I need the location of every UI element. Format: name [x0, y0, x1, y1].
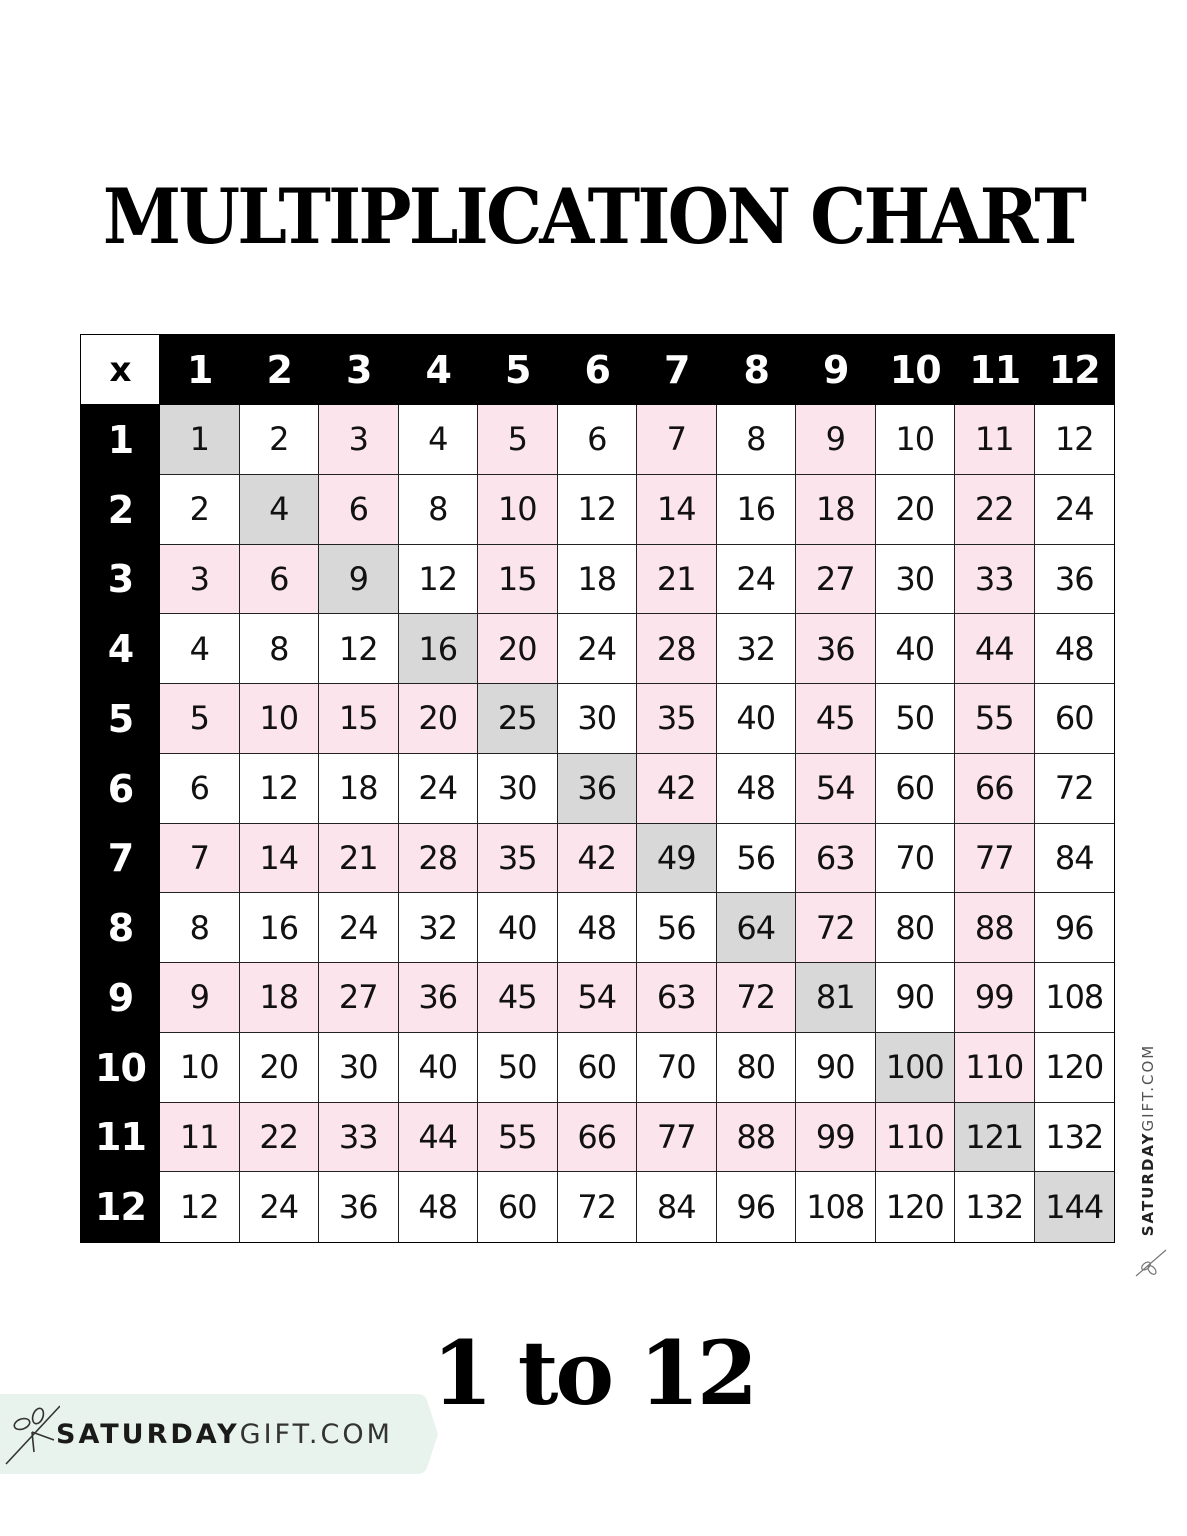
table-cell: 90 [796, 1033, 876, 1103]
table-cell: 9 [796, 405, 876, 475]
table-cell: 120 [876, 1172, 956, 1242]
table-cell: 72 [796, 893, 876, 963]
column-header: 5 [478, 335, 558, 405]
corner-cell: x [81, 335, 160, 405]
table-cell-square: 4 [240, 475, 320, 545]
table-cell: 24 [717, 545, 797, 615]
table-cell: 20 [399, 684, 479, 754]
table-cell: 55 [478, 1103, 558, 1173]
table-cell: 48 [717, 754, 797, 824]
table-cell: 48 [399, 1172, 479, 1242]
table-cell: 10 [876, 405, 956, 475]
table-cell: 3 [160, 545, 240, 615]
table-cell-square: 16 [399, 614, 479, 684]
table-cell-square: 1 [160, 405, 240, 475]
table-cell: 50 [478, 1033, 558, 1103]
brand-bold: SATURDAY [56, 1419, 240, 1450]
column-header: 4 [399, 335, 479, 405]
table-cell: 2 [240, 405, 320, 475]
bow-icon [4, 1402, 60, 1466]
table-cell: 12 [160, 1172, 240, 1242]
brand-name [56, 1418, 393, 1452]
row-header: 6 [81, 754, 160, 824]
row-header: 11 [81, 1103, 160, 1173]
table-cell: 4 [399, 405, 479, 475]
watermark-light: GIFT.COM [1139, 1043, 1157, 1132]
table-cell: 44 [955, 614, 1035, 684]
table-cell: 20 [876, 475, 956, 545]
row-header: 7 [81, 824, 160, 894]
table-cell: 32 [717, 614, 797, 684]
table-cell: 40 [876, 614, 956, 684]
table-cell: 8 [399, 475, 479, 545]
table-cell: 24 [240, 1172, 320, 1242]
table-cell: 18 [558, 545, 638, 615]
table-cell: 18 [796, 475, 876, 545]
table-cell: 12 [558, 475, 638, 545]
column-header: 11 [955, 335, 1035, 405]
table-cell: 20 [478, 614, 558, 684]
table-cell: 15 [319, 684, 399, 754]
table-cell: 54 [558, 963, 638, 1033]
column-header: 8 [717, 335, 797, 405]
table-cell: 77 [637, 1103, 717, 1173]
table-cell: 35 [637, 684, 717, 754]
table-cell-square: 121 [955, 1103, 1035, 1173]
table-cell: 20 [240, 1033, 320, 1103]
table-cell: 36 [1035, 545, 1115, 615]
table-cell: 12 [319, 614, 399, 684]
table-cell: 12 [399, 545, 479, 615]
table-cell: 7 [637, 405, 717, 475]
table-cell: 5 [478, 405, 558, 475]
table-cell: 45 [478, 963, 558, 1033]
column-header: 10 [876, 335, 956, 405]
table-cell: 18 [319, 754, 399, 824]
table-cell: 14 [637, 475, 717, 545]
table-cell: 12 [240, 754, 320, 824]
table-cell: 30 [876, 545, 956, 615]
table-cell: 3 [319, 405, 399, 475]
table-cell: 84 [637, 1172, 717, 1242]
table-cell: 120 [1035, 1033, 1115, 1103]
table-cell: 12 [1035, 405, 1115, 475]
column-header: 1 [160, 335, 240, 405]
table-cell-square: 81 [796, 963, 876, 1033]
table-cell: 24 [319, 893, 399, 963]
table-cell: 24 [399, 754, 479, 824]
table-cell: 50 [876, 684, 956, 754]
table-cell: 21 [637, 545, 717, 615]
table-cell: 56 [637, 893, 717, 963]
row-header: 4 [81, 614, 160, 684]
row-header: 1 [81, 405, 160, 475]
table-cell: 15 [478, 545, 558, 615]
row-header: 12 [81, 1172, 160, 1242]
table-cell: 10 [160, 1033, 240, 1103]
table-cell: 4 [160, 614, 240, 684]
table-cell: 60 [478, 1172, 558, 1242]
bow-icon [1132, 1242, 1168, 1278]
table-cell: 72 [1035, 754, 1115, 824]
column-header: 9 [796, 335, 876, 405]
table-cell: 63 [796, 824, 876, 894]
table-cell: 56 [717, 824, 797, 894]
table-cell: 8 [717, 405, 797, 475]
table-cell: 96 [1035, 893, 1115, 963]
table-cell: 54 [796, 754, 876, 824]
table-cell: 44 [399, 1103, 479, 1173]
table-cell: 35 [478, 824, 558, 894]
table-cell: 33 [955, 545, 1035, 615]
table-cell: 110 [955, 1033, 1035, 1103]
table-cell: 40 [478, 893, 558, 963]
table-cell: 60 [876, 754, 956, 824]
table-cell-square: 36 [558, 754, 638, 824]
table-cell: 36 [319, 1172, 399, 1242]
table-cell: 108 [1035, 963, 1115, 1033]
table-cell: 63 [637, 963, 717, 1033]
table-cell: 27 [796, 545, 876, 615]
table-cell-square: 25 [478, 684, 558, 754]
table-cell: 72 [558, 1172, 638, 1242]
table-cell: 11 [955, 405, 1035, 475]
table-cell: 132 [955, 1172, 1035, 1242]
column-header: 2 [240, 335, 320, 405]
table-cell: 60 [558, 1033, 638, 1103]
table-cell: 16 [240, 893, 320, 963]
table-cell: 5 [160, 684, 240, 754]
row-header: 3 [81, 545, 160, 615]
table-cell: 88 [955, 893, 1035, 963]
table-cell: 11 [160, 1103, 240, 1173]
column-header: 3 [319, 335, 399, 405]
table-cell: 132 [1035, 1103, 1115, 1173]
table-cell: 2 [160, 475, 240, 545]
table-cell: 48 [1035, 614, 1115, 684]
column-header: 6 [558, 335, 638, 405]
table-cell: 6 [240, 545, 320, 615]
table-cell: 6 [558, 405, 638, 475]
row-header: 8 [81, 893, 160, 963]
table-cell: 22 [240, 1103, 320, 1173]
table-cell: 40 [717, 684, 797, 754]
table-cell: 99 [796, 1103, 876, 1173]
table-cell: 45 [796, 684, 876, 754]
table-cell: 80 [717, 1033, 797, 1103]
table-cell: 30 [558, 684, 638, 754]
table-cell-square: 100 [876, 1033, 956, 1103]
row-header: 10 [81, 1033, 160, 1103]
table-cell: 10 [240, 684, 320, 754]
table-cell: 48 [558, 893, 638, 963]
table-cell: 66 [558, 1103, 638, 1173]
table-cell: 84 [1035, 824, 1115, 894]
table-cell: 99 [955, 963, 1035, 1033]
table-cell: 21 [319, 824, 399, 894]
table-cell: 77 [955, 824, 1035, 894]
table-cell-square: 49 [637, 824, 717, 894]
table-cell: 8 [240, 614, 320, 684]
row-header: 5 [81, 684, 160, 754]
table-cell: 24 [1035, 475, 1115, 545]
table-cell: 8 [160, 893, 240, 963]
table-cell: 9 [160, 963, 240, 1033]
table-cell: 27 [319, 963, 399, 1033]
table-cell-square: 9 [319, 545, 399, 615]
brand-logo-tag[interactable] [0, 1388, 440, 1480]
table-cell: 36 [399, 963, 479, 1033]
subtitle: 1 to 12 [431, 1321, 756, 1425]
table-cell: 30 [319, 1033, 399, 1103]
table-cell: 32 [399, 893, 479, 963]
table-cell: 66 [955, 754, 1035, 824]
row-header: 9 [81, 963, 160, 1033]
watermark-bold: SATURDAY [1139, 1131, 1157, 1237]
row-header: 2 [81, 475, 160, 545]
table-cell: 18 [240, 963, 320, 1033]
table-cell: 42 [558, 824, 638, 894]
table-cell: 30 [478, 754, 558, 824]
column-header: 7 [637, 335, 717, 405]
multiplication-table [80, 334, 1115, 1243]
table-cell: 70 [637, 1033, 717, 1103]
table-cell: 110 [876, 1103, 956, 1173]
table-cell: 24 [558, 614, 638, 684]
table-cell: 96 [717, 1172, 797, 1242]
table-cell: 28 [399, 824, 479, 894]
table-cell: 90 [876, 963, 956, 1033]
table-cell: 16 [717, 475, 797, 545]
table-cell: 88 [717, 1103, 797, 1173]
table-cell: 60 [1035, 684, 1115, 754]
table-cell: 70 [876, 824, 956, 894]
table-cell: 72 [717, 963, 797, 1033]
table-cell: 33 [319, 1103, 399, 1173]
table-cell: 10 [478, 475, 558, 545]
table-cell: 40 [399, 1033, 479, 1103]
vertical-watermark [1128, 1020, 1168, 1260]
table-cell: 14 [240, 824, 320, 894]
watermark-text [1139, 1044, 1157, 1237]
brand-light: GIFT.COM [239, 1419, 393, 1450]
page-title: MULTIPLICATION CHART [102, 172, 1085, 261]
table-cell: 28 [637, 614, 717, 684]
table-cell-square: 144 [1035, 1172, 1115, 1242]
table-cell: 7 [160, 824, 240, 894]
table-cell: 42 [637, 754, 717, 824]
table-cell: 36 [796, 614, 876, 684]
table-cell: 22 [955, 475, 1035, 545]
table-cell: 6 [160, 754, 240, 824]
table-cell: 80 [876, 893, 956, 963]
table-cell: 55 [955, 684, 1035, 754]
column-header: 12 [1035, 335, 1115, 405]
table-cell: 108 [796, 1172, 876, 1242]
table-cell-square: 64 [717, 893, 797, 963]
table-cell: 6 [319, 475, 399, 545]
